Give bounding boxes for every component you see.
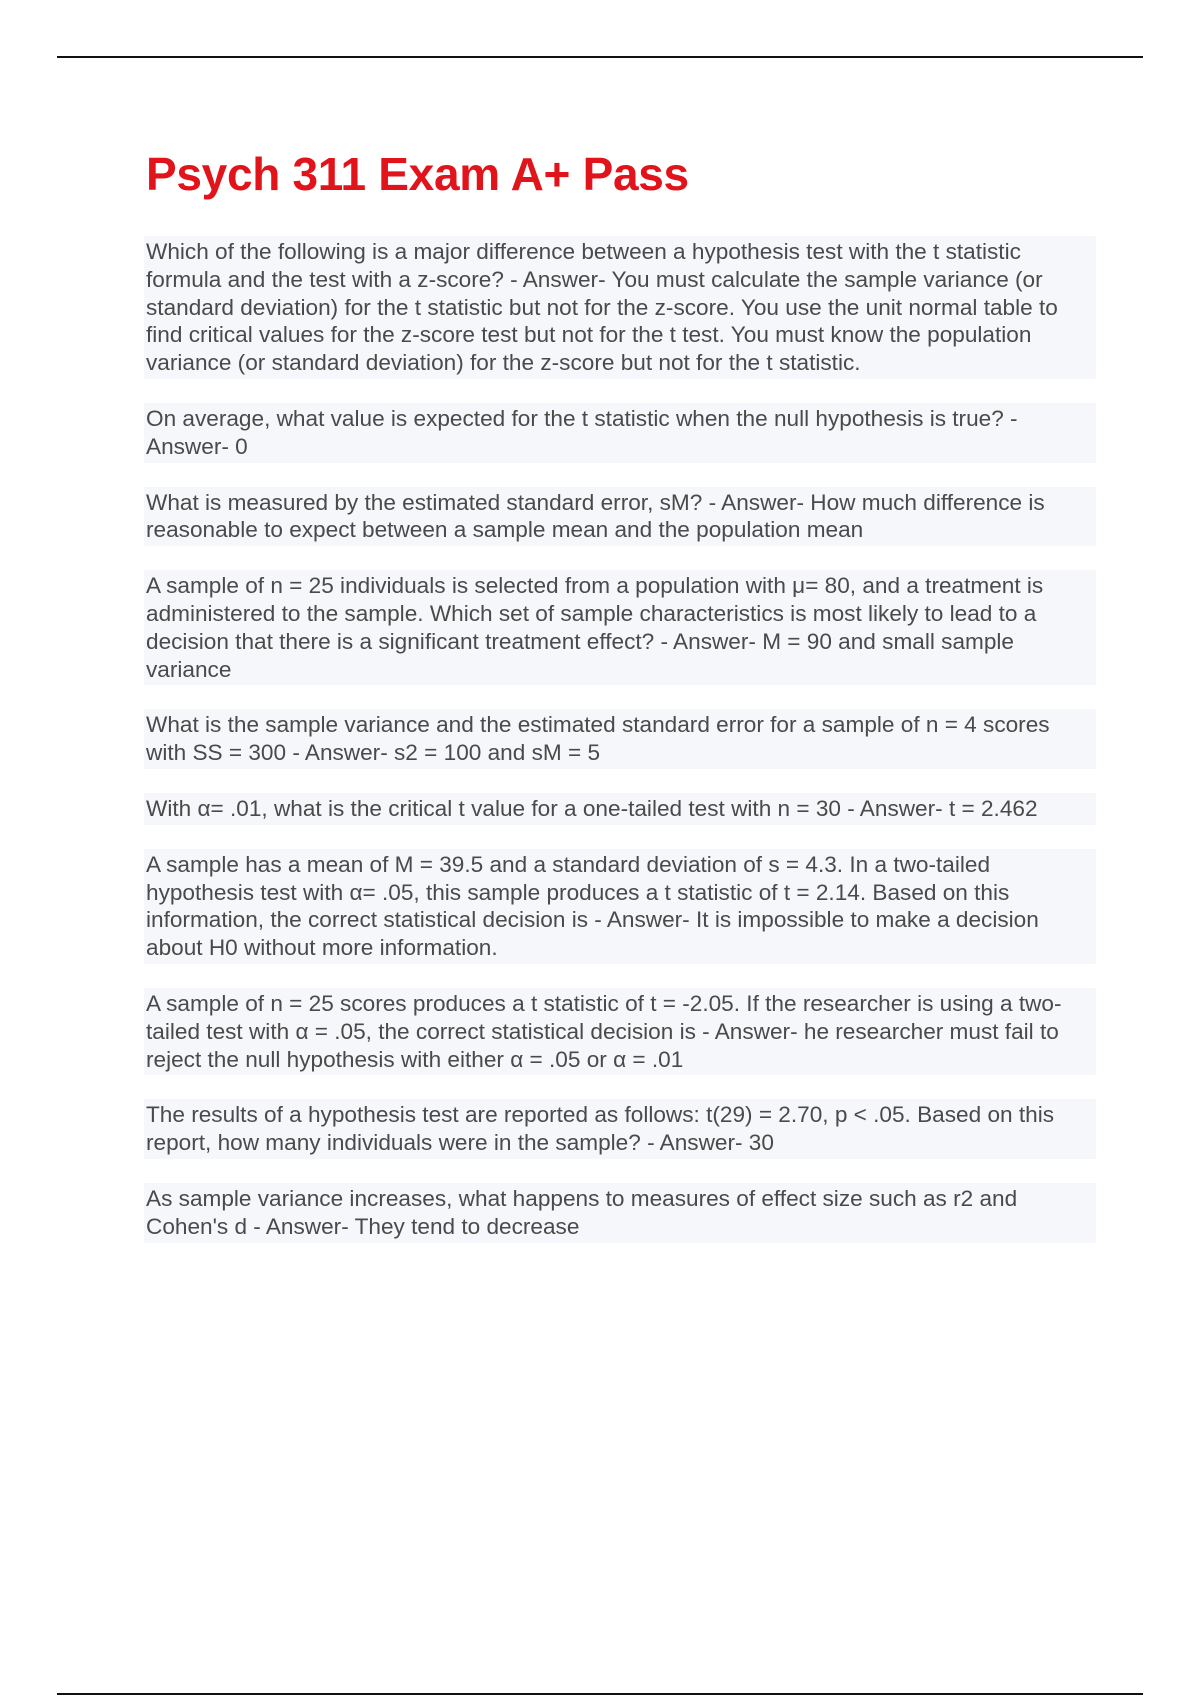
qa-item-5: What is the sample variance and the estimated standard error for a sample of n = 4 scores with SS = 300 - Answer- s2 = 100 and sM = 5 [146, 711, 1094, 767]
qa-item-3: What is measured by the estimated standard error, sM? - Answer- How much difference is reasonable to expect between a sample mean and the population mean [146, 489, 1094, 545]
qa-item-6: With α= .01, what is the critical t value for a one-tailed test with n = 30 - Answer- t = 2.462 [146, 795, 1094, 823]
page-content [146, 138, 1094, 1269]
qa-item-4: A sample of n = 25 individuals is selected from a population with μ= 80, and a treatment is administered to the sample. Which set of sample characteristics is most likely to lead to a decision that there is a significant treatment effect? - Answer- M = 90 and small sample variance [146, 572, 1094, 683]
question-answer-list [146, 238, 1094, 1241]
qa-item-1: Which of the following is a major difference between a hypothesis test with the t statistic formula and the test with a z-score? - Answer- You must calculate the sample variance (or standard deviation) for the t statistic but not for the z-score. You use the unit normal table to find critical values for the z-score test but not for the t test. You must know the population variance (or standard deviation) for the z-score but not for the t statistic. [146, 238, 1094, 377]
header-rule [57, 56, 1143, 58]
qa-item-8: A sample of n = 25 scores produces a t statistic of t = -2.05. If the researcher is using a two-tailed test with α = .05, the correct statistical decision is - Answer- he researcher must fail to reject the null hypothesis with either α = .05 or α = .01 [146, 990, 1094, 1073]
page-title: Psych 311 Exam A+ Pass [146, 148, 689, 200]
qa-item-9: The results of a hypothesis test are reported as follows: t(29) = 2.70, p < .05. Based on this report, how many individuals were in the sample? - Answer- 30 [146, 1101, 1094, 1157]
qa-item-2: On average, what value is expected for the t statistic when the null hypothesis is true? - Answer- 0 [146, 405, 1094, 461]
qa-item-10: As sample variance increases, what happens to measures of effect size such as r2 and Cohen's d - Answer- They tend to decrease [146, 1185, 1094, 1241]
qa-item-7: A sample has a mean of M = 39.5 and a standard deviation of s = 4.3. In a two-tailed hypothesis test with α= .05, this sample produces a t statistic of t = 2.14. Based on this information, the correct statistical decision is - Answer- It is impossible to make a decision about H0 without more information. [146, 851, 1094, 962]
footer-rule [57, 1693, 1143, 1695]
